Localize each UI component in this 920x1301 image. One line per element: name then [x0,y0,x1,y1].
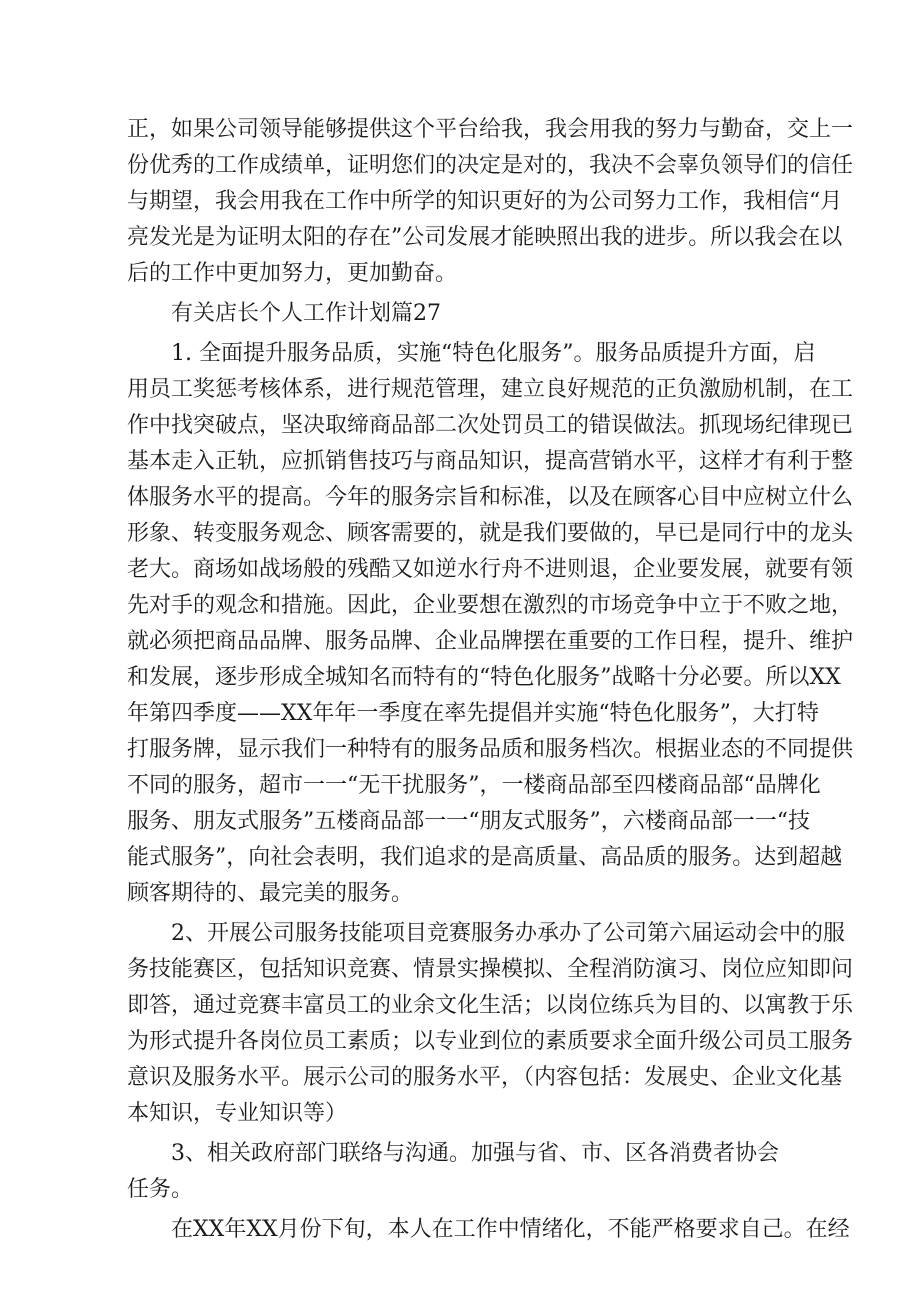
text-line: 年第四季度——XX年年一季度在率先提倡并实施“特色化服务”，大打特 [127,701,819,726]
intro-paragraph [127,112,854,292]
text-line: 和发展，逐步形成全城知名而特有的“特色化服务”战略十分必要。所以XX [127,665,841,690]
text-line: 务技能赛区，包括知识竞赛、情景实操模拟、全程消防演习、岗位应知即问 [127,957,854,982]
text-line: 为形式提升各岗位员工素质；以专业到位的素质要求全面升级公司员工服务 [127,1029,854,1054]
text-line: 服务、朋友式服务”五楼商品部一一“朋友式服务”，六楼商品部一一“技 [127,809,810,834]
text-line: 1. 全面提升服务品质，实施“特色化服务”。服务品质提升方面，启 [171,341,816,366]
text-line: 份优秀的工作成绩单，证明您们的决定是对的，我决不会辜负领导们的信任 [127,153,854,178]
text-line: 先对手的观念和措施。因此，企业要想在激烈的市场竞争中立于不败之地， [127,593,854,618]
text-line: 本知识，专业知识等） [127,1101,348,1126]
text-line: 能式服务”，向社会表明，我们追求的是高质量、高品质的服务。达到超越 [127,845,843,870]
text-line: 就必须把商品品牌、服务品牌、企业品牌摆在重要的工作日程，提升、维护 [127,629,854,654]
text-line: 顾客期待的、最完美的服务。 [127,881,414,906]
section-title: 有关店长个人工作计划篇27 [171,301,441,326]
paragraph-4 [127,1212,850,1248]
text-line: 与期望，我会用我在工作中所学的知识更好的为公司努力工作，我相信“月 [127,189,843,214]
text-line: 后的工作中更加努力，更加勤奋。 [127,261,458,286]
text-line: 3、相关政府部门联络与沟通。加强与省、市、区各消费者协会 [171,1141,779,1166]
text-line: 老大。商场如战场般的残酷又如逆水行舟不进则退，企业要发展，就要有领 [127,557,854,582]
text-line: 不同的服务，超市一一“无干扰服务”，一楼商品部至四楼商品部“品牌化 [127,773,821,798]
paragraph-1 [127,336,854,912]
text-line: 意识及服务水平。展示公司的服务水平，（内容包括：发展史、企业文化基 [127,1065,843,1090]
text-line: 作中找突破点，坚决取缔商品部二次处罚员工的错误做法。抓现场纪律现已 [127,413,854,438]
text-line: 用员工奖惩考核体系，进行规范管理，建立良好规范的正负激励机制，在工 [127,377,854,402]
text-line: 任务。 [127,1177,194,1202]
paragraph-2 [127,916,854,1132]
text-line: 体服务水平的提高。今年的服务宗旨和标准，以及在顾客心目中应树立什么 [127,485,854,510]
text-line: 基本走入正轨，应抓销售技巧与商品知识，提高营销水平，这样才有利于整 [127,449,854,474]
text-line: 即答，通过竞赛丰富员工的业余文化生活；以岗位练兵为目的、以寓教于乐 [127,993,854,1018]
text-line: 形象、转变服务观念、顾客需要的，就是我们要做的，早已是同行中的龙头 [127,521,854,546]
text-line: 2、开展公司服务技能项目竞赛服务办承办了公司第六届运动会中的服 [171,921,845,946]
paragraph-3 [127,1136,807,1208]
text-line: 亮发光是为证明太阳的存在”公司发展才能映照出我的进步。所以我会在以 [127,225,843,250]
document-body [127,112,854,1248]
text-line: 在XX年XX月份下旬，本人在工作中情绪化，不能严格要求自己。在经 [171,1217,850,1242]
text-line: 打服务牌，显示我们一种特有的服务品质和服务档次。根据业态的不同提供 [127,737,854,762]
text-line: 正，如果公司领导能够提供这个平台给我，我会用我的努力与勤奋，交上一 [127,117,854,142]
